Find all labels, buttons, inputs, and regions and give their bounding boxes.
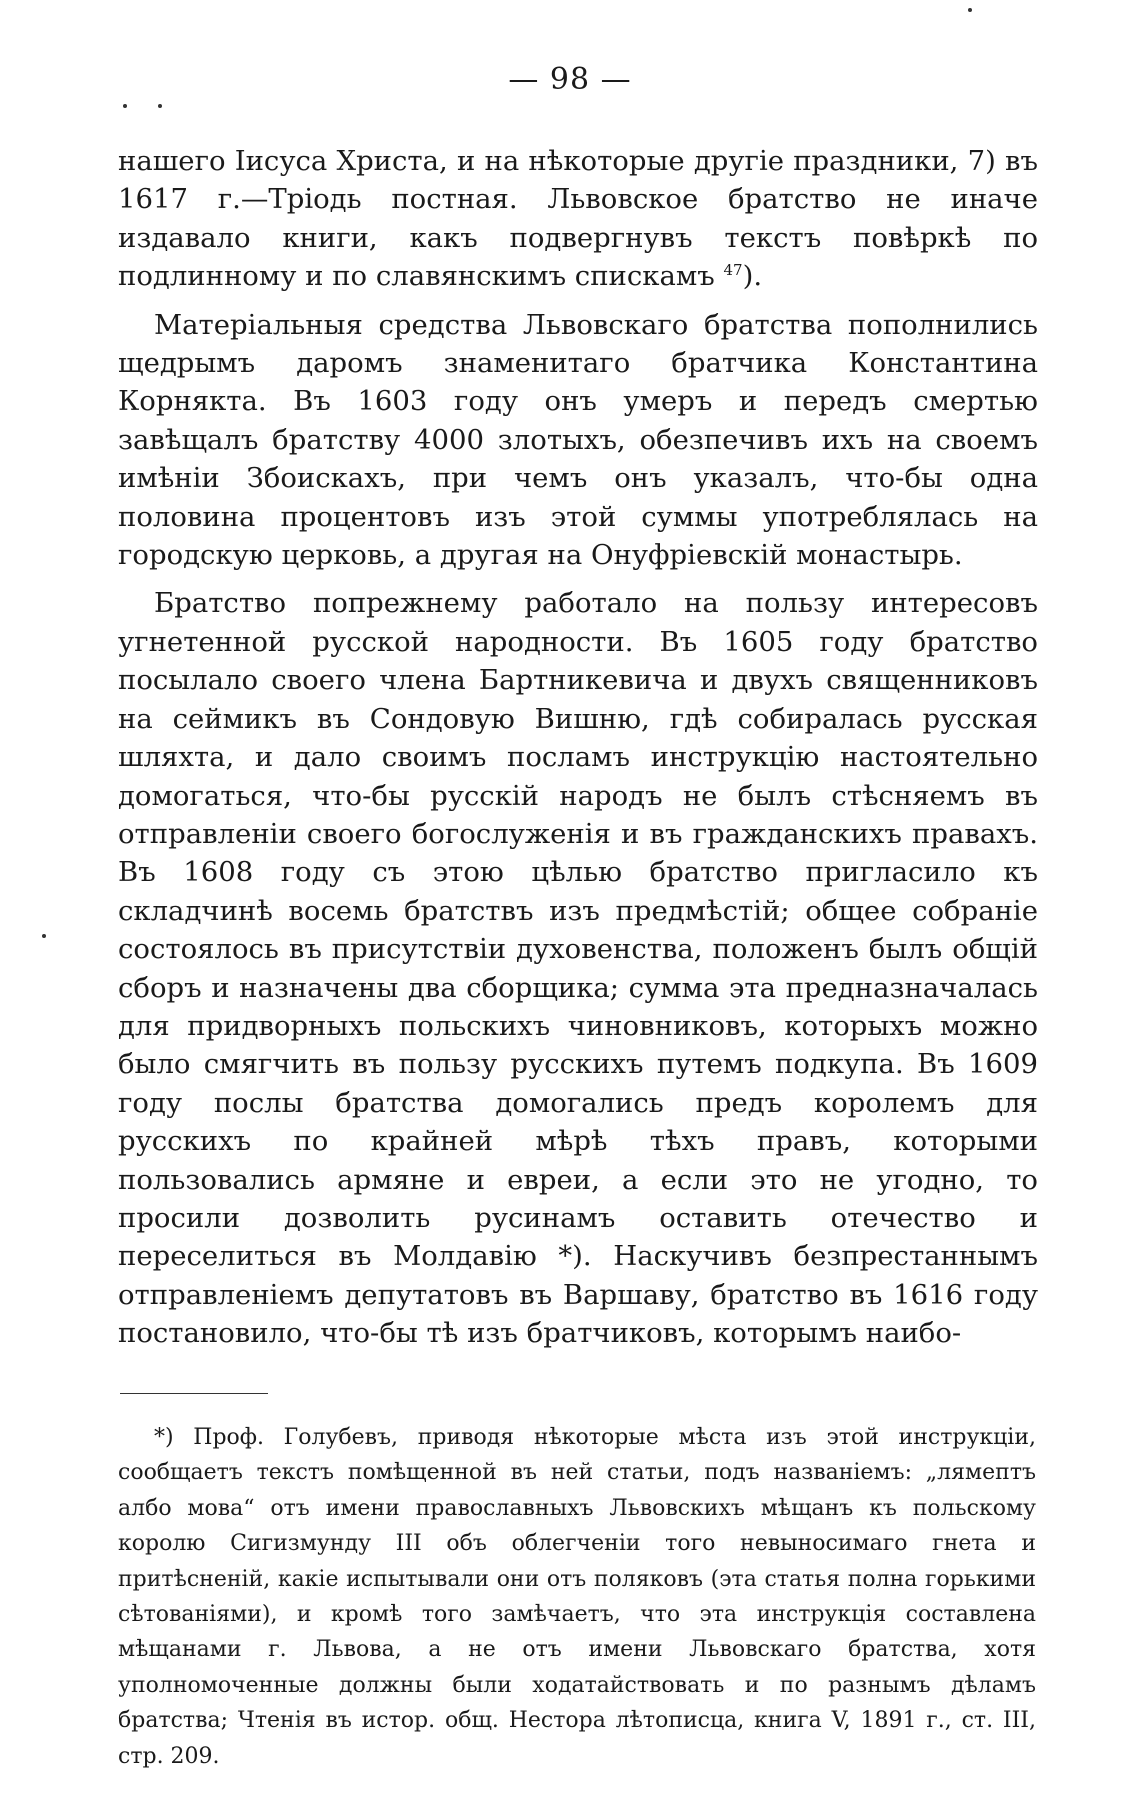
footnote-divider — [120, 1393, 268, 1394]
scan-speck — [158, 104, 162, 108]
footnote: *) Проф. Голубевъ, приводя нѣкоторые мѣста изъ этой инструкціи, сообщаетъ текстъ помѣщенной въ ней статьи, подъ названіемъ: „лямептъ албо мова“ отъ имени православныхъ Львовскихъ мѣщанъ къ польскому королю Сигизмунду III объ облегченіи того невыносимаго гнета и притѣсненій, какіе испытывали они отъ поляковъ (эта статья полна горькими сѣтованіями), и кромѣ того замѣчаетъ, что эта инструкція составлена мѣщанами г. Львова, а не отъ имени Львовскаго братства, хотя уполномоченные должны были ходатайствовать и по разнымъ дѣламъ братства; Чтенія въ истор. общ. Нестора лѣтописца, книга V, 1891 г., ст. III, стр. 209. — [118, 1425, 1036, 1769]
footnote-ref-47: 47 — [723, 261, 743, 280]
paragraph-1-text: нашего Іисуса Христа, и на нѣкоторые другіе праздники, 7) въ 1617 г.—Тріодь постная. Львовское братство не иначе издавало книги, какъ подвергнувъ текстъ повѣркѣ по подлинному и по славянскимъ спискамъ — [118, 145, 1038, 293]
scan-speck — [42, 934, 46, 938]
paragraph-2: Матеріальныя средства Львовскаго братства пополнились щедрымъ даромъ знаменитаго братчика Константина Корнякта. Въ 1603 году онъ умеръ и передъ смертью завѣщалъ братству 4000 злотыхъ, обезпечивъ ихъ на своемъ имѣніи Збоискахъ, при чемъ онъ указалъ, что-бы одна половина процентовъ изъ этой суммы употреблялась на городскую церковь, а другая на Онуфріевскій монастырь. — [118, 308, 1038, 572]
main-text — [118, 142, 1038, 1353]
paragraph-1-end: ). — [742, 260, 763, 293]
paragraph-3: Братство попрежнему работало на пользу интересовъ угнетенной русской народности. Въ 1605 году братство посылало своего члена Бартникевича и двухъ священниковъ на сеймикъ въ Сондовую Вишню, гдѣ собиралась русская шляхта, и дало своимъ посламъ инструкцію настоятельно домогаться, что-бы русскій народъ не былъ стѣсняемъ въ отправленіи своего богослуженія и въ гражданскихъ правахъ. Въ 1608 году съ этою цѣлью братство пригласило къ складчинѣ восемь братствъ изъ предмѣстій; общее собраніе состоялось въ присутствіи духовенства, положенъ былъ общій сборъ и назначены два сборщика; сумма эта предназначалась для придворныхъ польскихъ чиновниковъ, которыхъ можно было смягчить въ пользу русскихъ путемъ подкупа. Въ 1609 году послы братства домогались предъ королемъ для русскихъ по крайней мѣрѣ тѣхъ правъ, которыми пользовались армяне и евреи, а если это не угодно, то просили дозволить русинамъ оставить отечество и переселиться въ Молдавію *). Наскучивъ безпрестаннымъ отправленіемъ депутатовъ въ Варшаву, братство въ 1616 году постановило, что-бы тѣ изъ братчиковъ, которымъ наибо- — [118, 587, 1038, 1350]
scan-speck — [123, 104, 127, 108]
paragraph-1 — [118, 142, 1038, 296]
scan-speck — [968, 8, 972, 12]
page-number: — 98 — — [508, 62, 632, 97]
